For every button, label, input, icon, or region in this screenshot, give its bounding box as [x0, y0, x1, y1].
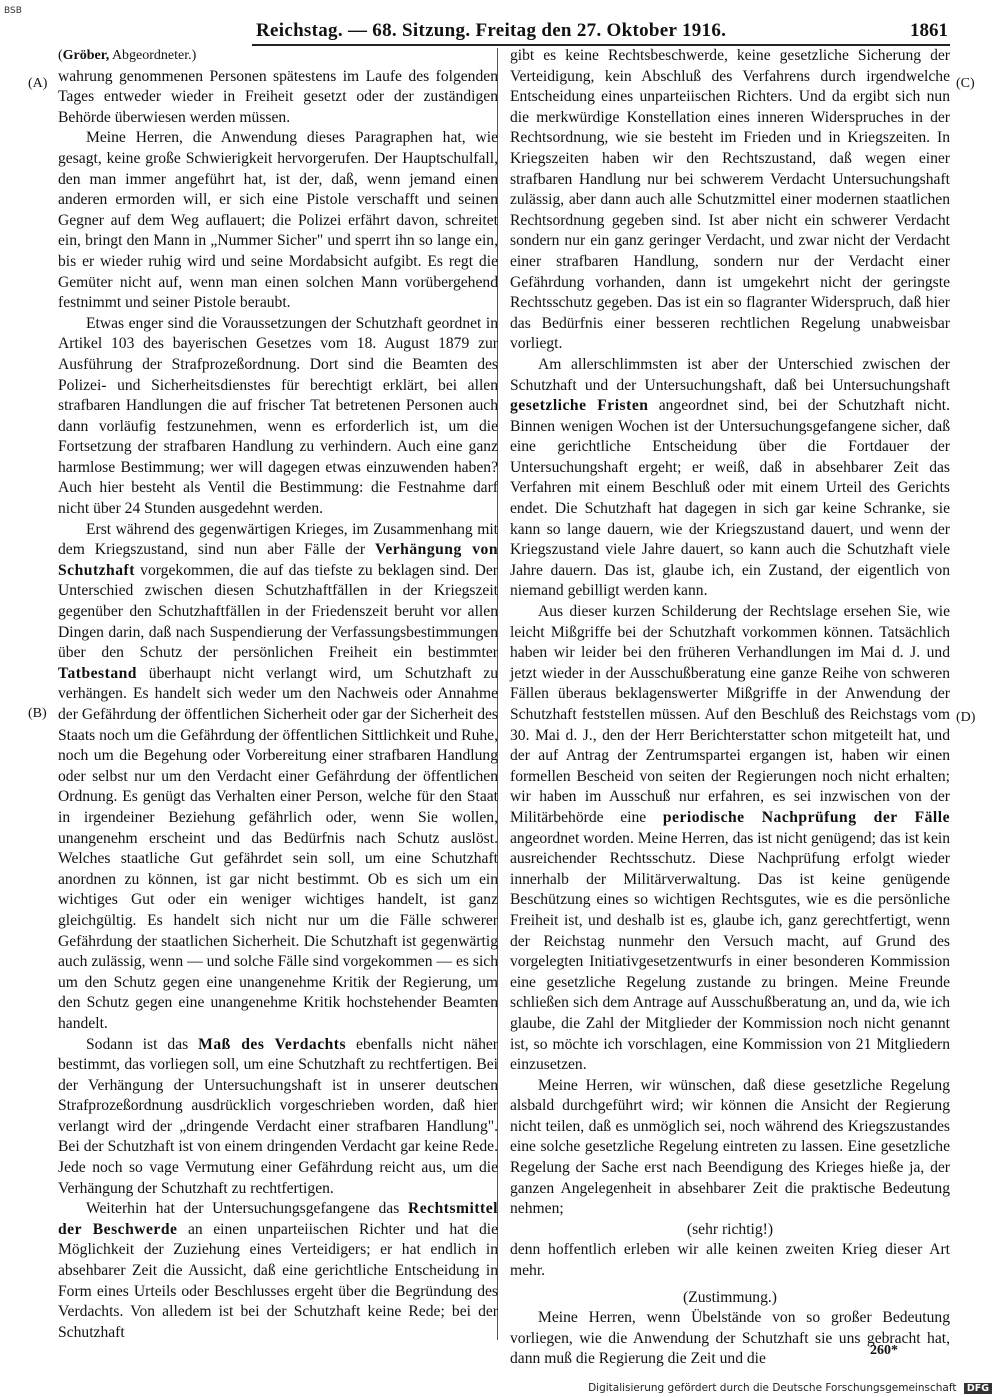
- paragraph: Meine Herren, wir wünschen, daß diese gesetzliche Regelung alsbald durchgeführt wird; wir können die Ansicht der Regierung nicht teilen, daß es unmöglich sei, noch während des Kriegszustandes eine solche gesetzliche Regelung eintreten zu lassen. Eine gesetzliche Regelung der Sache erst nach Beendigung des Krieges hieße ja, der ganzen Angelegenheit in absehbarer Zeit die praktische Bedeutung nehmen;: [510, 1076, 950, 1218]
- running-header: [252, 20, 950, 46]
- emphasis: Maß des Verdachts: [198, 1035, 347, 1053]
- page-number: 1861: [910, 20, 948, 41]
- paragraph: Meine Herren, die Anwendung dieses Paragraphen hat, wie gesagt, keine große Schwierigkeit hervorgerufen. Der Hauptschulfall, den man immer angeführt hat, ist der, daß, wenn jemand einen anderen ermorden will, er sich eine Pistole verschafft und seinen Gegner auf dem Weg auflauert; die Polizei erfährt davon, schreitet ein, bringt den Mann in „Nummer Sicher" und sperrt ihn so lange ein, bis er wieder ruhig wird und seine Mordabsicht aufgibt. Es regt die Gemüter nicht auf, wenn man einen solchen Mann vorübergehend festnimmt und seiner Pistole beraubt.: [58, 129, 498, 312]
- text-run: Sodann ist das: [86, 1035, 199, 1053]
- paragraph: [510, 355, 950, 602]
- margin-marker-c: (C): [956, 76, 975, 91]
- paragraph: [58, 1035, 498, 1200]
- text-run: an einen unparteiischen Richter und hat die Möglichkeit der Zuziehung eines Verteidigers; er hat endlich in absehbarer Zeit die Aussicht, daß eine gerichtliche Entscheidung in Form eines Urteils oder Beschlusses ergeht über die Begründung des Verdachts. Von alledem ist bei der Schutzhaft keine Rede; bei der Schutzhaft: [58, 1220, 498, 1341]
- margin-marker-b: (B): [28, 706, 47, 721]
- paragraph: [58, 1199, 498, 1343]
- paragraph: Meine Herren, wenn Übelstände von so großer Bedeutung vorliegen, wie die Anwendung der Schutzhaft sie uns gebracht hat, dann muß die Regierung die Zeit und die: [510, 1309, 950, 1368]
- interjection: (sehr richtig!): [686, 1220, 774, 1238]
- emphasis: Tatbestand: [58, 664, 137, 682]
- paragraph: gibt es keine Rechtsbeschwerde, keine gesetzliche Sicherung der Verteidigung, kein Abschluß des Verfahrens durch irgendwelche Entscheidung eines unparteiischen Richters. Und da ergibt sich nun die merkwürdige Konstellation eines inneren Widerspruches in der Rechtsordnung, wie sie besteht im Frieden und in Kriegszeiten. In Kriegszeiten haben wir den Rechtszustand, daß wegen einer strafbaren Handlung nur bei schwerem Verdacht Untersuchungshaft zulässig, aber dann auch alle Schutzmittel einer modernen staatlichen Rechtsordnung gegeben sind. Ist aber nicht ein schwerer Verdacht sondern nur ein ganz geringer Verdacht, und zwar nicht der Verdacht einer strafbaren Handlung, sondern nur der Verdacht einer Gefährdung vorhanden, dann ist umgekehrt nicht der geringste Rechtsschutz gegeben. Das ist ein so flagranter Widerspruch, daß hier das Bedürfnis einer besseren rechtlichen Regelung unabweisbar vorliegt.: [510, 47, 950, 353]
- speaker-role: Abgeordneter.: [109, 48, 192, 63]
- text-run: Erst während des gegenwärtigen Krieges, im Zusammenhang mit dem Kriegszustand, sind nun aber Fälle der: [58, 520, 498, 559]
- margin-marker-a: (A): [28, 76, 48, 91]
- text-run: vorgekommen, die auf das tiefste zu beklagen sind. Der Unterschied zwischen diesen Schutzhaftfällen in der Kriegszeit gegenüber den Schutzhaftfällen in der Friedenszeit beruht vor allen Dingen darin, daß nach Suspendierung der Verfassungsbestimmungen über den Schutz der persönlichen Freiheit ein bestimmter: [58, 561, 498, 662]
- text-run: angeordnet sind, bei der Schutzhaft nicht. Binnen wenigen Wochen ist der Untersuchungsgefangene sicher, daß eine gerichtliche Entscheidung über die Fortdauer der Untersuchungshaft ergeht; er weiß, daß in absehbarer Zeit das Verfahren mit einem Beschluß oder mit einem Urteil des Gerichts endet. Die Schutzhaft hat dagegen in sich gar keine Schranke, sie kann so lange dauern, wie der Kriegszustand dauert, und wenn der Kriegszustand viele Jahre dauert, so kann auch die Schutzhaft viele Jahre dauern. Das ist, glaube ich, ein Zustand, der eigentlich von niemand gebilligt werden kann.: [510, 397, 950, 600]
- text-run: Weiterhin hat der Untersuchungsgefangene das: [86, 1200, 408, 1218]
- paragraph: Etwas enger sind die Voraussetzungen der Schutzhaft geordnet in Artikel 103 des bayerischen Gesetzes vom 18. August 1879 zur Ausführung der Strafprozeßordnung. Dort sind die Beamten des Polizei- und Sicherheitsdienstes für berechtigt erklärt, bei allen strafbaren Handlungen die auf frischer Tat betretenen Personen auch dann vorläufig festzunehmen, wenn es erforderlich ist, um die Fortsetzung der strafbaren Handlung zu verhindern. Auch eine ganz harmlose Bestimmung; wer will dagegen etwas einzuwenden haben? Auch hier besteht als Ventil die Bestimmung: die Festnahme darf nicht über 24 Stunden ausgedehnt werden.: [58, 314, 498, 518]
- header-title: Reichstag. — 68. Sitzung. Freitag den 27. Oktober 1916.: [256, 20, 727, 41]
- left-column: [58, 46, 498, 1343]
- speaker-line: (Gröber, Abgeordneter.): [58, 48, 197, 63]
- emphasis: Verhängung von Schutzhaft: [58, 541, 498, 579]
- paragraph: wahrung genommenen Personen spätestens im Laufe des folgenden Tages entweder wieder in Freiheit gesetzt oder der zuständigen Behörde überwiesen werden müssen.: [58, 67, 498, 126]
- dfg-logo: DFG: [964, 1383, 992, 1394]
- paragraph: denn hoffentlich erleben wir alle keinen zweiten Krieg dieser Art mehr.: [510, 1241, 950, 1280]
- paragraph: [510, 602, 950, 1076]
- right-column: [510, 46, 950, 1370]
- credit-text: Digitalisierung gefördert durch die Deutsche Forschungsgemeinschaft: [588, 1382, 957, 1394]
- emphasis: gesetzliche Fristen: [510, 397, 649, 415]
- text-run: überhaupt nicht verlangt wird, um Schutzhaft zu verhängen. Es handelt sich weder um den Nachweis oder Annahme der Gefährdung der öffentlichen Sicherheit oder gar der Sicherheit des Staats noch um die Gefährdung der öffentlichen Sittlichkeit und Ruhe, noch um die Begehung oder Vorbereitung einer strafbaren Handlung oder selbst nur um den Verdacht einer Gefährdung der öffentlichen Ordnung. Es genügt das Verhalten einer Person, welche für den Staat in irgendeiner Beziehung gefährlich oder, wenn Sie wollen, unangenehm erscheint und das Bedürfnis nach Schutz auslöst. Welches staatliche Gut gefährdet sein soll, um eine Schutzhaft anordnen zu können, ist gar nicht bestimmt. Ob es sich um ein wichtiges Gut oder ein weniger wichtiges handelt, ist ganz gleichgültig. Es handelt sich nicht nur um die Fälle schwerer Gefährdung der staatlichen Sicherheit. Die Schutzhaft ist gegenwärtig auch zulässig, wenn — und solche Fälle sind vorgekommen — es sich um den Schutz gegen eine unangenehme Kritik der Regierung, um den Schutz gegen eine unangenehme Kritik hochstehender Beamten handelt.: [58, 664, 498, 1032]
- sheet-signature: 260*: [870, 1343, 898, 1358]
- text-run: angeordnet worden. Meine Herren, das ist nicht genügend; das ist kein ausreichender Rechtsschutz. Diese Nachprüfung erfolgt wieder innerhalb der Militärverwaltung. Das ist keine genügende Beschützung eines so wichtigen Rechtsgutes, wie es die persönliche Freiheit ist, und deshalb ist es, glaube ich, ganz gerechtfertigt, wenn der Reichstag nunmehr den Versuch macht, auf Grund des vorgelegten Initiativgesetzentwurfs in einer besonderen Kommission eine gesetzliche Regelung zustande zu bringen. Meine Freunde schließen sich dem Antrage auf Ausschußberatung an, und da, wie ich glaube, die Zahl der Mitglieder der Kommission noch nicht genannt ist, so möchte ich vorschlagen, eine Kommission von 21 Mitgliedern einzusetzen.: [510, 829, 950, 1074]
- text-run: ebenfalls nicht näher bestimmt, das vorliegen soll, um eine Schutzhaft zu rechtfertigen. Bei der Verhängung der Untersuchungshaft ist in unserer deutschen Strafprozeßordnung ausdrücklich vorgeschrieben worden, daß hier verlangt wird der „dringende Verdacht einer strafbaren Handlung". Bei der Schutzhaft ist von einem dringenden Verdacht gar keine Rede. Jede noch so vage Vermutung einer Gefährdung reicht aus, um die Verhängung der Schutzhaft zu rechtfertigen.: [58, 1035, 498, 1197]
- emphasis: periodische Nachprüfung der Fälle: [662, 808, 950, 826]
- text-run: Aus dieser kurzen Schilderung der Rechtslage ersehen Sie, wie leicht Mißgriffe bei der Schutzhaft vorkommen können. Tatsächlich haben wir leider bei den früheren Verhandlungen im Mai d. J. und jetzt wieder in der Ausschußberatung eine ganze Reihe von schweren Fällen überaus beklagenswerter Mißgriffe in der Anwendung der Schutzhaft feststellen müssen. Auf den Beschluß des Reichstags vom 30. Mai d. J., den der Herr Berichterstatter schon mitgeteilt hat, und der auf Antrag der Zentrumspartei ergangen ist, haben wir einen formellen Bescheid von seiten der Regierungen noch nicht erhalten; wir haben im Ausschuß nur erfahren, es sei inzwischen von der Militärbehörde eine: [510, 603, 950, 826]
- speaker-name: Gröber,: [62, 48, 110, 63]
- emphasis: Rechtsmittel der Beschwerde: [58, 1200, 498, 1238]
- paragraph: [58, 520, 498, 1035]
- interjection: (Zustimmung.): [683, 1288, 777, 1306]
- text-run: Am allerschlimmsten ist aber der Unterschied zwischen der Schutzhaft und der Untersuchungshaft, daß bei Untersuchungshaft: [510, 355, 950, 394]
- library-tag: BSB: [4, 6, 22, 16]
- digitization-credit: [588, 1382, 992, 1394]
- margin-marker-d: (D): [956, 710, 976, 725]
